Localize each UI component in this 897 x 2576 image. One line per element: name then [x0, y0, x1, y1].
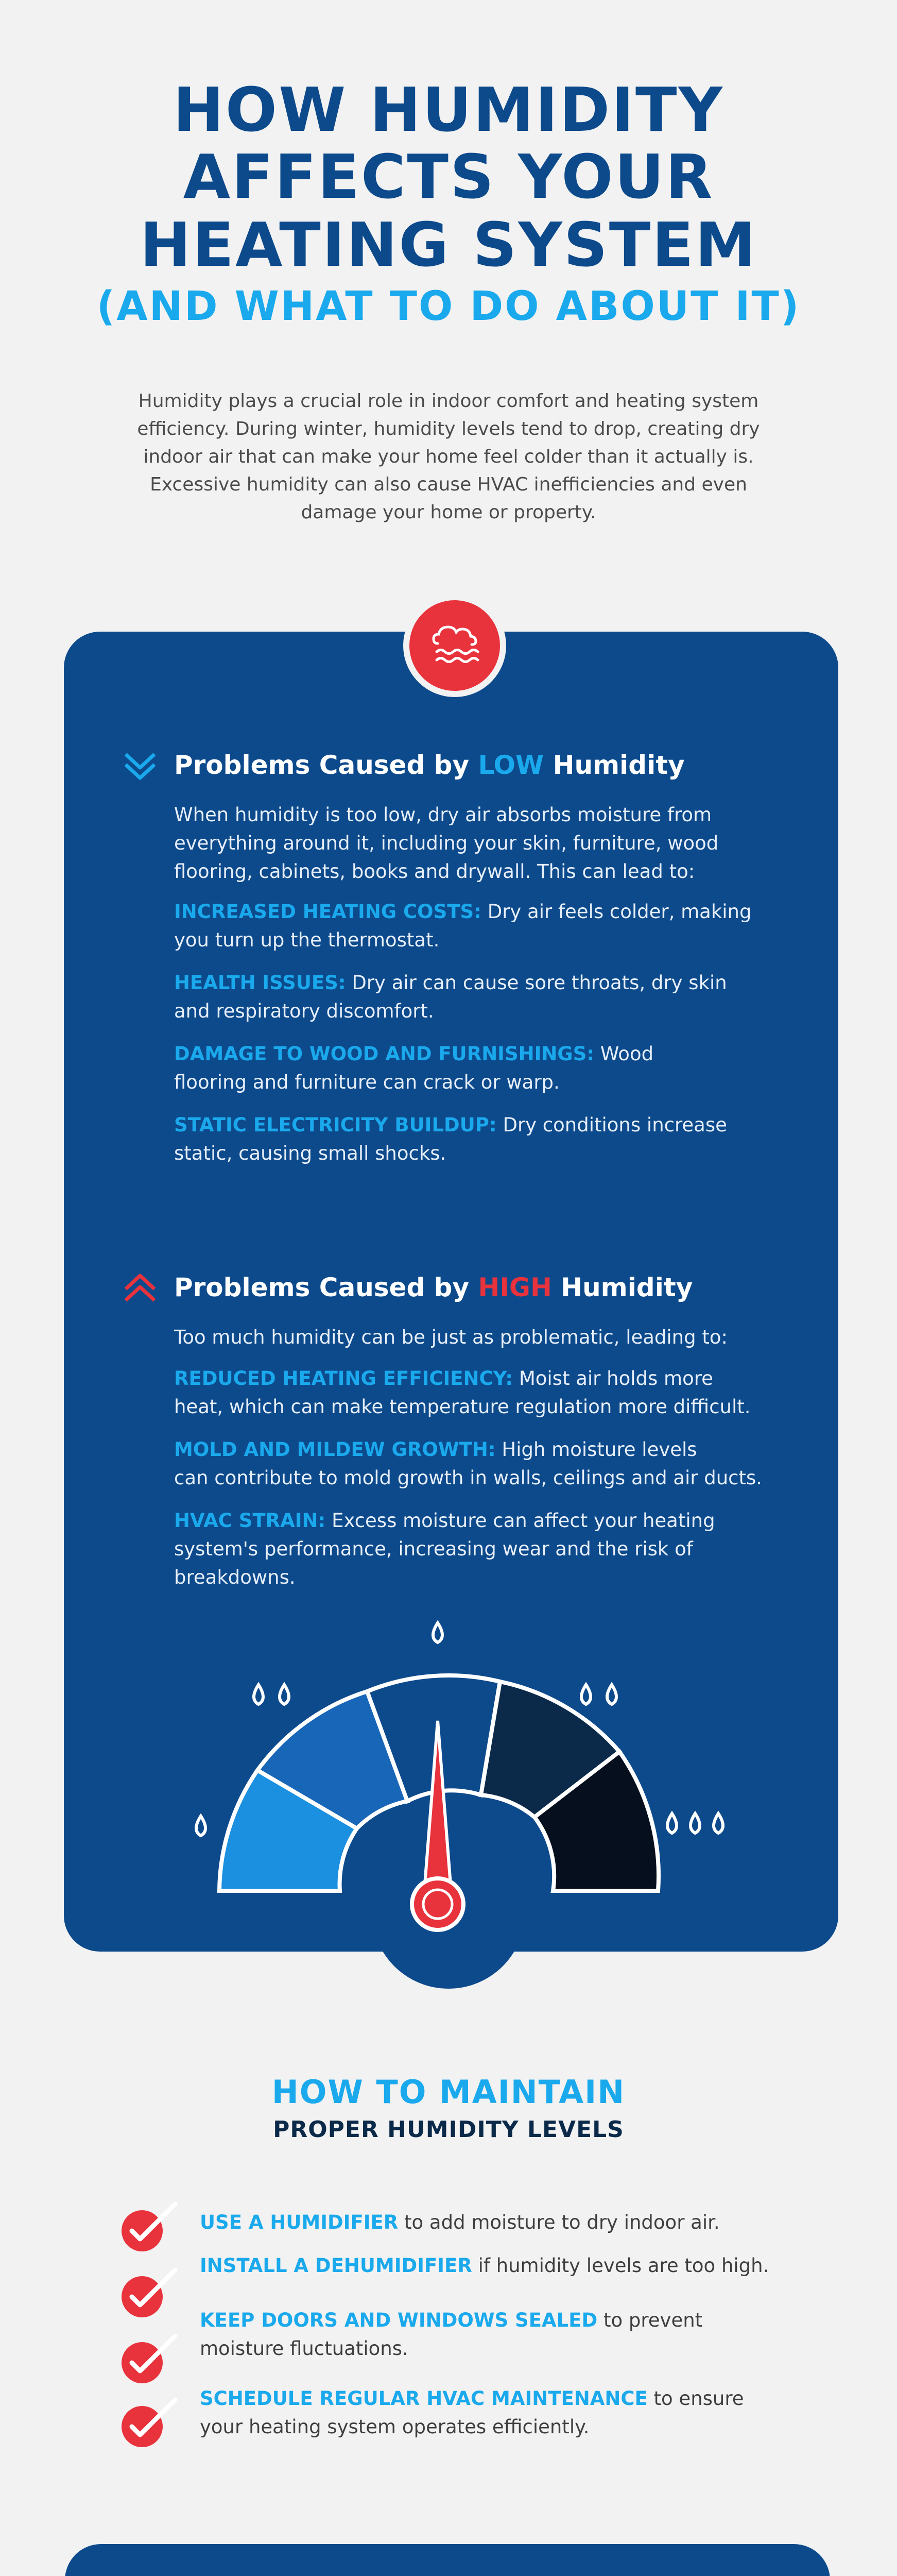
item-text: system's performance, increasing wear and the risk of — [174, 1538, 693, 1560]
humidity-cloud-badge — [403, 594, 506, 697]
intro-line: Humidity plays a crucial role in indoor comfort and heating system — [138, 391, 759, 412]
humidity-gauge — [185, 1613, 731, 1942]
droplet-icon — [280, 1685, 289, 1704]
droplet-icon — [607, 1685, 616, 1704]
subtitle: (AND WHAT TO DO ABOUT IT) — [96, 283, 801, 330]
item-keyword: HEALTH ISSUES: — [174, 972, 346, 994]
chevron-up-icon — [122, 1273, 159, 1303]
title-text: Problems Caused by — [174, 750, 478, 780]
tip-4 — [200, 2384, 787, 2441]
check-icon — [117, 2332, 179, 2388]
title-line-2: AFFECTS YOUR — [183, 141, 714, 212]
droplet-icon — [691, 1814, 700, 1833]
cloud-icon — [426, 620, 483, 671]
intro-paragraph — [118, 387, 779, 527]
droplet-icon — [254, 1685, 263, 1704]
intro-line: Excessive humidity can also cause HVAC inefficiencies and even — [150, 474, 747, 495]
check-icon — [117, 2200, 179, 2257]
title-level-high: HIGH — [478, 1273, 552, 1302]
intro-line: indoor air that can make your home feel colder than it actually is. — [143, 446, 754, 467]
item-text: and respiratory discomfort. — [174, 1000, 434, 1022]
high-intro: Too much humidity can be just as problematic, leading to: — [174, 1326, 728, 1348]
item-keyword: REDUCED HEATING EFFICIENCY: — [174, 1367, 513, 1389]
tip-1 — [200, 2208, 787, 2236]
intro-line: efficiency. During winter, humidity levels tend to drop, creating dry — [137, 418, 760, 439]
droplet-icon — [714, 1814, 723, 1833]
check-icon — [117, 2396, 179, 2452]
item-keyword: MOLD AND MILDEW GROWTH: — [174, 1438, 496, 1461]
title-line-3: HEATING SYSTEM — [140, 209, 757, 280]
tip-text: to prevent — [597, 2309, 703, 2331]
high-humidity-title — [174, 1273, 693, 1302]
title-text: Humidity — [551, 1273, 693, 1302]
item-keyword: STATIC ELECTRICITY BUILDUP: — [174, 1114, 497, 1136]
tip-text: to add moisture to dry indoor air. — [398, 2211, 720, 2233]
maintain-heading: HOW TO MAINTAIN — [271, 2073, 626, 2111]
tip-text: to ensure — [647, 2387, 744, 2410]
tip-text: your heating system operates efficiently. — [200, 2416, 590, 2438]
low-item-1 — [174, 897, 802, 954]
tip-keyword: SCHEDULE REGULAR HVAC MAINTENANCE — [200, 2387, 648, 2410]
item-text: you turn up the thermostat. — [174, 929, 440, 951]
low-item-4 — [174, 1111, 802, 1167]
title-level-low: LOW — [478, 750, 544, 780]
droplet-icon — [196, 1816, 205, 1836]
low-intro-line: flooring, cabinets, books and drywall. This can lead to: — [174, 860, 695, 883]
item-text: Dry air feels colder, making — [481, 901, 752, 923]
item-text: Moist air holds more — [513, 1367, 713, 1389]
item-text: Dry conditions increase — [496, 1114, 727, 1136]
item-text: Excess moisture can affect your heating — [325, 1510, 715, 1532]
low-humidity-title — [174, 750, 685, 780]
check-icon — [117, 2266, 179, 2323]
item-text: can contribute to mold growth in walls, ceilings and air ducts. — [174, 1467, 763, 1489]
tip-text: moisture fluctuations. — [200, 2337, 408, 2360]
tip-3 — [200, 2306, 787, 2363]
low-intro-line: everything around it, including your skin, furniture, wood — [174, 832, 719, 854]
low-intro — [174, 801, 792, 886]
item-text: static, causing small shocks. — [174, 1142, 446, 1164]
tip-keyword: INSTALL A DEHUMIDIFIER — [200, 2255, 472, 2277]
high-item-2 — [174, 1435, 802, 1492]
tip-text: if humidity levels are too high. — [472, 2255, 769, 2277]
high-item-3 — [174, 1506, 802, 1591]
item-keyword: DAMAGE TO WOOD AND FURNISHINGS: — [174, 1043, 595, 1065]
item-text: heat, which can make temperature regulation more difficult. — [174, 1396, 751, 1418]
droplet-icon — [581, 1685, 591, 1704]
low-item-3 — [174, 1040, 802, 1096]
low-intro-line: When humidity is too low, dry air absorbs moisture from — [174, 804, 712, 826]
intro-line: damage your home or property. — [301, 502, 596, 523]
item-text: Dry air can cause sore throats, dry skin — [346, 972, 727, 994]
title-text: Humidity — [544, 750, 685, 780]
low-item-2 — [174, 969, 802, 1025]
tip-2 — [200, 2251, 787, 2280]
high-item-1 — [174, 1364, 802, 1421]
tip-keyword: KEEP DOORS AND WINDOWS SEALED — [200, 2309, 598, 2331]
tip-keyword: USE A HUMIDIFIER — [200, 2211, 399, 2233]
chevron-down-icon — [122, 751, 159, 782]
contact-card — [65, 2544, 830, 2576]
item-text: flooring and furniture can crack or warp. — [174, 1071, 560, 1093]
item-keyword: INCREASED HEATING COSTS: — [174, 901, 481, 923]
title-text: Problems Caused by — [174, 1273, 478, 1302]
item-text: High moisture levels — [495, 1438, 697, 1461]
droplet-icon — [667, 1814, 677, 1833]
item-keyword: HVAC STRAIN: — [174, 1510, 326, 1532]
item-text: Wood — [594, 1043, 654, 1065]
maintain-subheading: PROPER HUMIDITY LEVELS — [273, 2116, 624, 2143]
item-text: breakdowns. — [174, 1566, 296, 1588]
droplet-icon — [433, 1623, 442, 1642]
title-line-1: HOW HUMIDITY — [173, 74, 724, 145]
